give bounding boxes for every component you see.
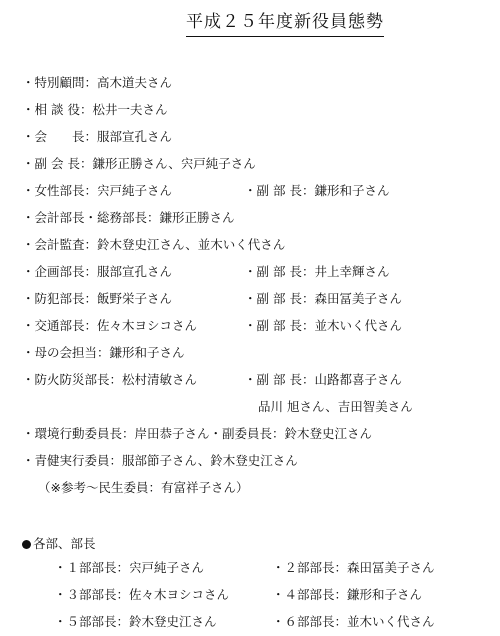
- officer-entry: ・女性部長：宍戸純子さん: [22, 183, 173, 198]
- department-row: [54, 585, 484, 605]
- department-entry: ・３部部長：佐々木ヨシコさん: [54, 587, 230, 602]
- officer-entry: ・会計部長・総務部長：鎌形正勝さん: [22, 210, 235, 225]
- bullet-dot-icon: [22, 540, 31, 549]
- department-entry: ・４部部長：鎌形和子さん: [272, 587, 423, 602]
- officer-entry: ・交通部長：佐々木ヨシコさん: [22, 318, 198, 333]
- document-title: 平成２５年度新役員態勢: [186, 10, 384, 37]
- department-entry: ・２部部長：森田冨美子さん: [272, 560, 435, 575]
- officer-entry-deputy: ・副 部 長：並木いく代さん: [244, 318, 402, 333]
- department-row: [54, 558, 484, 578]
- officer-entry-deputy: ・副 部 長：井上幸輝さん: [244, 264, 390, 279]
- department-entry: ・５部部長：鈴木登史江さん: [54, 614, 217, 629]
- officer-row: [22, 289, 482, 309]
- officer-entry: ・特別顧問：高木道夫さん: [22, 75, 173, 90]
- officer-row: [22, 316, 482, 336]
- officer-entry-deputy: ・副 部 長：鎌形和子さん: [244, 183, 390, 198]
- officer-entry: ・企画部長：服部宣孔さん: [22, 264, 173, 279]
- officer-row: [22, 370, 482, 390]
- department-row: [54, 612, 484, 632]
- department-entry: ・６部部長：並木いく代さん: [272, 614, 435, 629]
- section-heading: [22, 534, 96, 554]
- officer-row: [22, 262, 482, 282]
- department-entry: ・１部部長：宍戸純子さん: [54, 560, 205, 575]
- officer-entry-deputy: ・副 部 長：森田冨美子さん: [244, 291, 402, 306]
- officer-entry: ・防火防災部長：松村清敏さん: [22, 372, 198, 387]
- officer-entry: ・防犯部長：飯野栄子さん: [22, 291, 173, 306]
- officer-entry: ・会 長：服部宣孔さん: [22, 129, 173, 144]
- officer-entry: ・相 談 役：松井一夫さん: [22, 102, 168, 117]
- officer-entry: ・母の会担当：鎌形和子さん: [22, 345, 185, 360]
- officer-entry: ・環境行動委員長：岸田恭子さん・副委員長：鈴木登史江さん: [22, 426, 373, 441]
- officer-entry: ・副 会 長：鎌形正勝さん、宍戸純子さん: [22, 156, 256, 171]
- officer-entry-deputy-continued: 品川 旭さん、吉田智美さん: [258, 399, 413, 414]
- officer-entry-deputy: ・副 部 長：山路都喜子さん: [244, 372, 402, 387]
- officer-row: [22, 397, 482, 417]
- officer-row: [22, 181, 482, 201]
- officer-entry: ・会計監査：鈴木登史江さん、並木いく代さん: [22, 237, 286, 252]
- section-heading-text: 各部、部長: [33, 536, 96, 551]
- reference-note: （※参考～民生委員：有富祥子さん）: [38, 480, 249, 495]
- officer-entry: ・青健実行委員：服部節子さん、鈴木登史江さん: [22, 453, 298, 468]
